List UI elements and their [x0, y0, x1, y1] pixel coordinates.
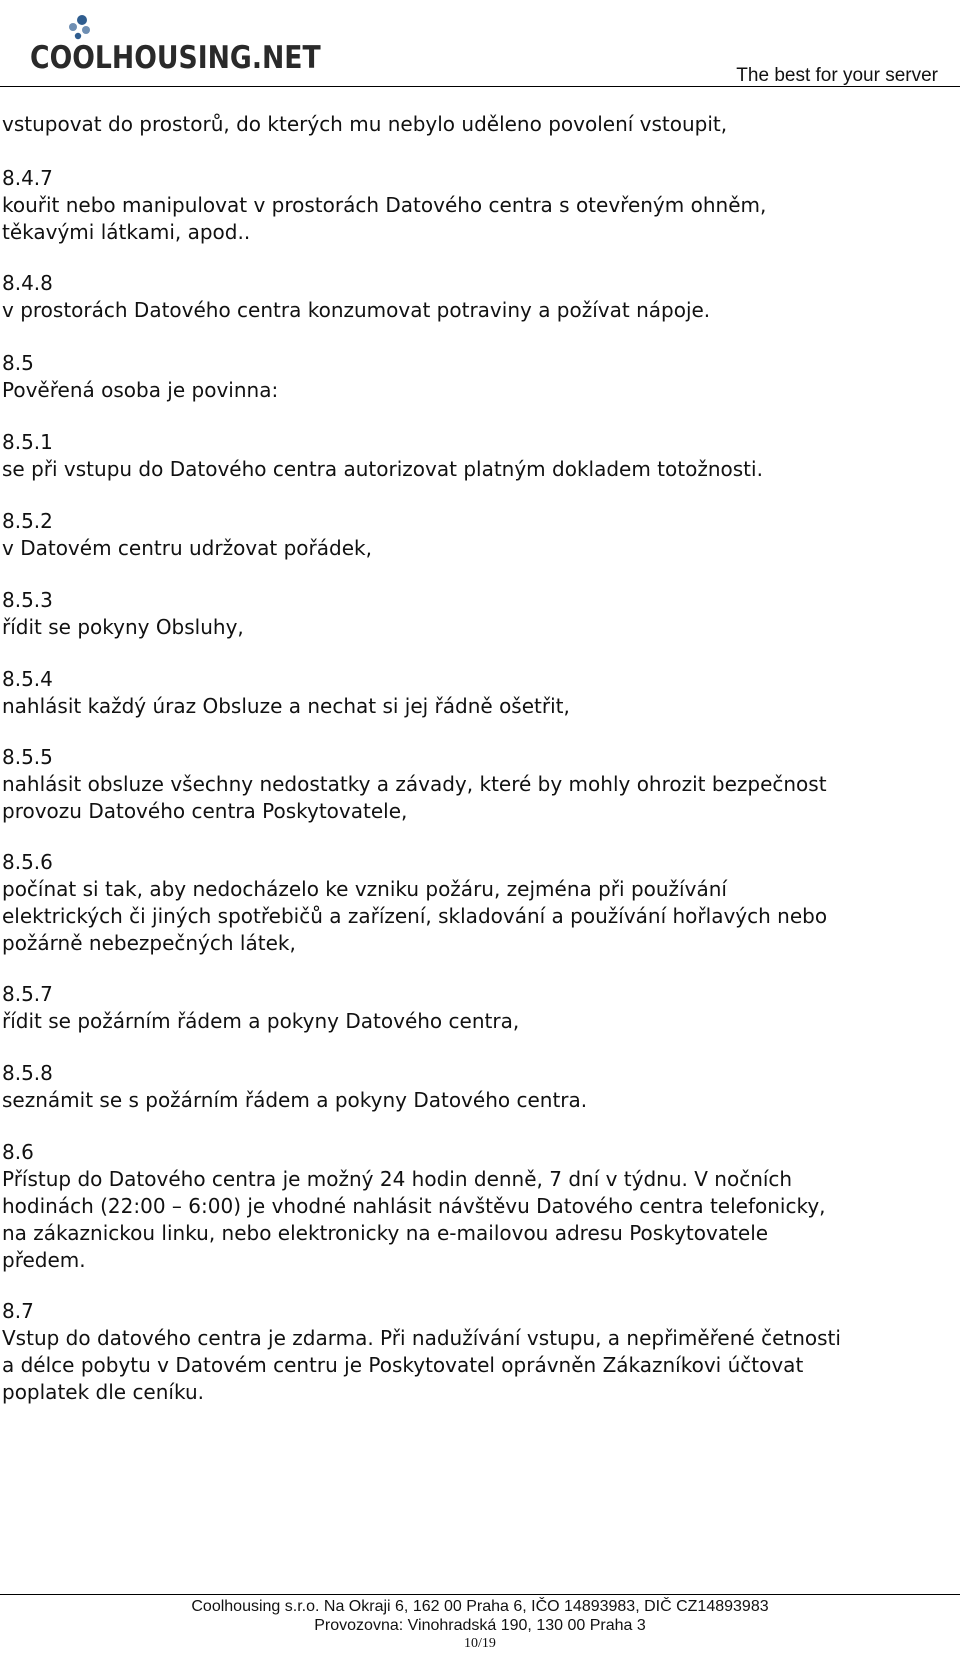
section-number: 8.5: [2, 351, 34, 375]
paragraph-line: nahlásit každý úraz Obsluze a nechat si jej řádně ošetřit,: [2, 694, 570, 718]
section-number: 8.5.4: [2, 667, 53, 691]
document-body: [2, 86, 952, 1406]
paragraph: [2, 508, 952, 562]
section-number: 8.5.8: [2, 1061, 53, 1085]
coolhousing-logo: [30, 14, 321, 80]
paragraph-line: předem.: [2, 1248, 86, 1272]
paragraph: [2, 111, 952, 138]
section-number: 8.7: [2, 1299, 34, 1323]
paragraph: [2, 270, 952, 324]
paragraph: [2, 1060, 952, 1114]
paragraph-line: v prostorách Datového centra konzumovat potraviny a požívat nápoje.: [2, 298, 711, 322]
footer-divider: [0, 1594, 960, 1595]
section-number: 8.5.7: [2, 982, 53, 1006]
paragraph: [2, 849, 952, 957]
section-number: 8.5.6: [2, 850, 53, 874]
footer-company-line: Coolhousing s.r.o. Na Okraji 6, 162 00 Praha 6, IČO 14893983, DIČ CZ14893983: [191, 1598, 769, 1615]
paragraph: [2, 165, 952, 246]
section-number: 8.6: [2, 1140, 34, 1164]
paragraph-line: poplatek dle ceníku.: [2, 1380, 204, 1404]
paragraph-line: se při vstupu do Datového centra autorizovat platným dokladem totožnosti.: [2, 457, 763, 481]
paragraph: [2, 981, 952, 1035]
paragraph-line: řídit se požárním řádem a pokyny Datového centra,: [2, 1009, 520, 1033]
paragraph-line: kouřit nebo manipulovat v prostorách Datového centra s otevřeným ohněm,: [2, 193, 767, 217]
paragraph-line: Pověřená osoba je povinna:: [2, 378, 279, 402]
paragraph: [2, 429, 952, 483]
paragraph-line: řídit se pokyny Obsluhy,: [2, 615, 244, 639]
paragraph: [2, 1139, 952, 1274]
section-number: 8.4.8: [2, 271, 53, 295]
paragraph: [2, 1298, 952, 1406]
page-header: [0, 0, 960, 86]
paragraph-line: těkavými látkami, apod..: [2, 220, 251, 244]
paragraph-line: hodinách (22:00 – 6:00) je vhodné nahlásit návštěvu Datového centra telefonicky,: [2, 1194, 826, 1218]
page-footer: [0, 1597, 960, 1653]
section-number: 8.5.1: [2, 430, 53, 454]
paragraph-line: nahlásit obsluze všechny nedostatky a závady, které by mohly ohrozit bezpečnost: [2, 772, 827, 796]
paragraph: [2, 666, 952, 720]
paragraph-line: Vstup do datového centra je zdarma. Při nadužívání vstupu, a nepřiměřené četnosti: [2, 1326, 841, 1350]
paragraph-line: provozu Datového centra Poskytovatele,: [2, 799, 408, 823]
section-number: 8.5.3: [2, 588, 53, 612]
paragraph-line: a délce pobytu v Datovém centru je Poskytovatel oprávněn Zákazníkovi účtovat: [2, 1353, 804, 1377]
footer-address-line: Provozovna: Vinohradská 190, 130 00 Praha 3: [314, 1617, 646, 1634]
paragraph: [2, 350, 952, 404]
logo-text: COOLHOUSING.NET: [30, 40, 321, 76]
paragraph-line: požárně nebezpečných látek,: [2, 931, 296, 955]
paragraph-line: vstupovat do prostorů, do kterých mu nebylo uděleno povolení vstoupit,: [2, 112, 728, 136]
header-tagline: The best for your server: [736, 65, 938, 86]
paragraph-line: počínat si tak, aby nedocházelo ke vzniku požáru, zejména při používání: [2, 877, 727, 901]
section-number: 8.4.7: [2, 166, 53, 190]
paragraph: [2, 587, 952, 641]
paragraph: [2, 744, 952, 825]
paragraph-line: elektrických či jiných spotřebičů a zařízení, skladování a používání hořlavých nebo: [2, 904, 828, 928]
paragraph-line: Přístup do Datového centra je možný 24 hodin denně, 7 dní v týdnu. V nočních: [2, 1167, 793, 1191]
page-number: 10/19: [464, 1636, 496, 1651]
paragraph-line: v Datovém centru udržovat pořádek,: [2, 536, 372, 560]
paragraph-line: seznámit se s požárním řádem a pokyny Datového centra.: [2, 1088, 588, 1112]
section-number: 8.5.5: [2, 745, 53, 769]
section-number: 8.5.2: [2, 509, 53, 533]
paragraph-line: na zákaznickou linku, nebo elektronicky na e-mailovou adresu Poskytovatele: [2, 1221, 769, 1245]
